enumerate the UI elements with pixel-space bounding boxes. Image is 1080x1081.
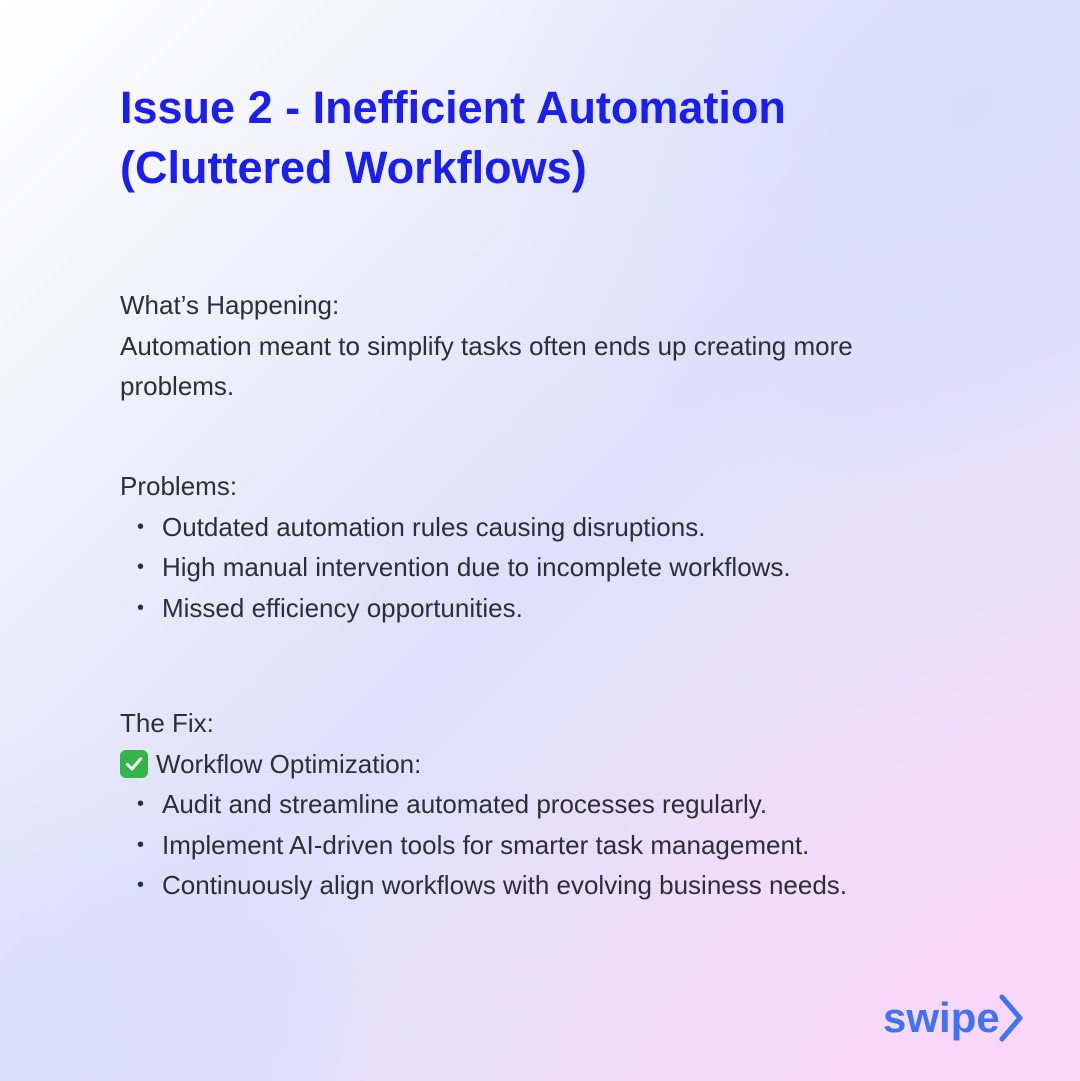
problems-section bbox=[120, 466, 980, 628]
whats-happening-section bbox=[120, 285, 980, 407]
fix-list bbox=[120, 784, 980, 906]
list-item: • Implement AI-driven tools for smarter task management. bbox=[120, 825, 872, 866]
list-item: • Missed efficiency opportunities. bbox=[120, 588, 872, 629]
bullet-icon: • bbox=[137, 793, 145, 815]
title-line-1: Issue 2 - Inefficient Automation bbox=[120, 82, 786, 133]
bullet-icon: • bbox=[137, 515, 145, 538]
check-mark-icon bbox=[120, 750, 148, 778]
problems-heading: Problems: bbox=[120, 471, 238, 501]
bullet-icon: • bbox=[137, 833, 145, 856]
fix-subheading: Workflow Optimization: bbox=[156, 748, 422, 779]
fix-heading: The Fix: bbox=[120, 708, 214, 738]
problems-list bbox=[120, 507, 980, 629]
whats-happening-heading: What’s Happening: bbox=[120, 290, 340, 320]
swipe-label: swipe bbox=[883, 994, 1000, 1041]
fix-subheading-row bbox=[120, 744, 980, 785]
swipe-indicator[interactable] bbox=[883, 992, 1024, 1044]
list-item: • Continuously align workflows with evolving business needs. bbox=[120, 865, 872, 906]
whats-happening-body-line-2: problems. bbox=[120, 371, 235, 401]
list-item: • Audit and streamline automated processes regularly. bbox=[120, 784, 872, 825]
list-item: • High manual intervention due to incomplete workflows. bbox=[120, 547, 872, 588]
list-item: • Outdated automation rules causing disruptions. bbox=[120, 507, 872, 548]
page-title bbox=[120, 78, 1000, 198]
title-line-2: (Cluttered Workflows) bbox=[120, 142, 587, 193]
fix-section bbox=[120, 703, 980, 906]
bullet-icon: • bbox=[137, 874, 145, 896]
whats-happening-body-line-1: Automation meant to simplify tasks often ends up creating more bbox=[120, 330, 853, 361]
bullet-icon: • bbox=[137, 596, 145, 619]
bullet-icon: • bbox=[137, 556, 145, 578]
chevron-right-icon bbox=[998, 994, 1024, 1042]
